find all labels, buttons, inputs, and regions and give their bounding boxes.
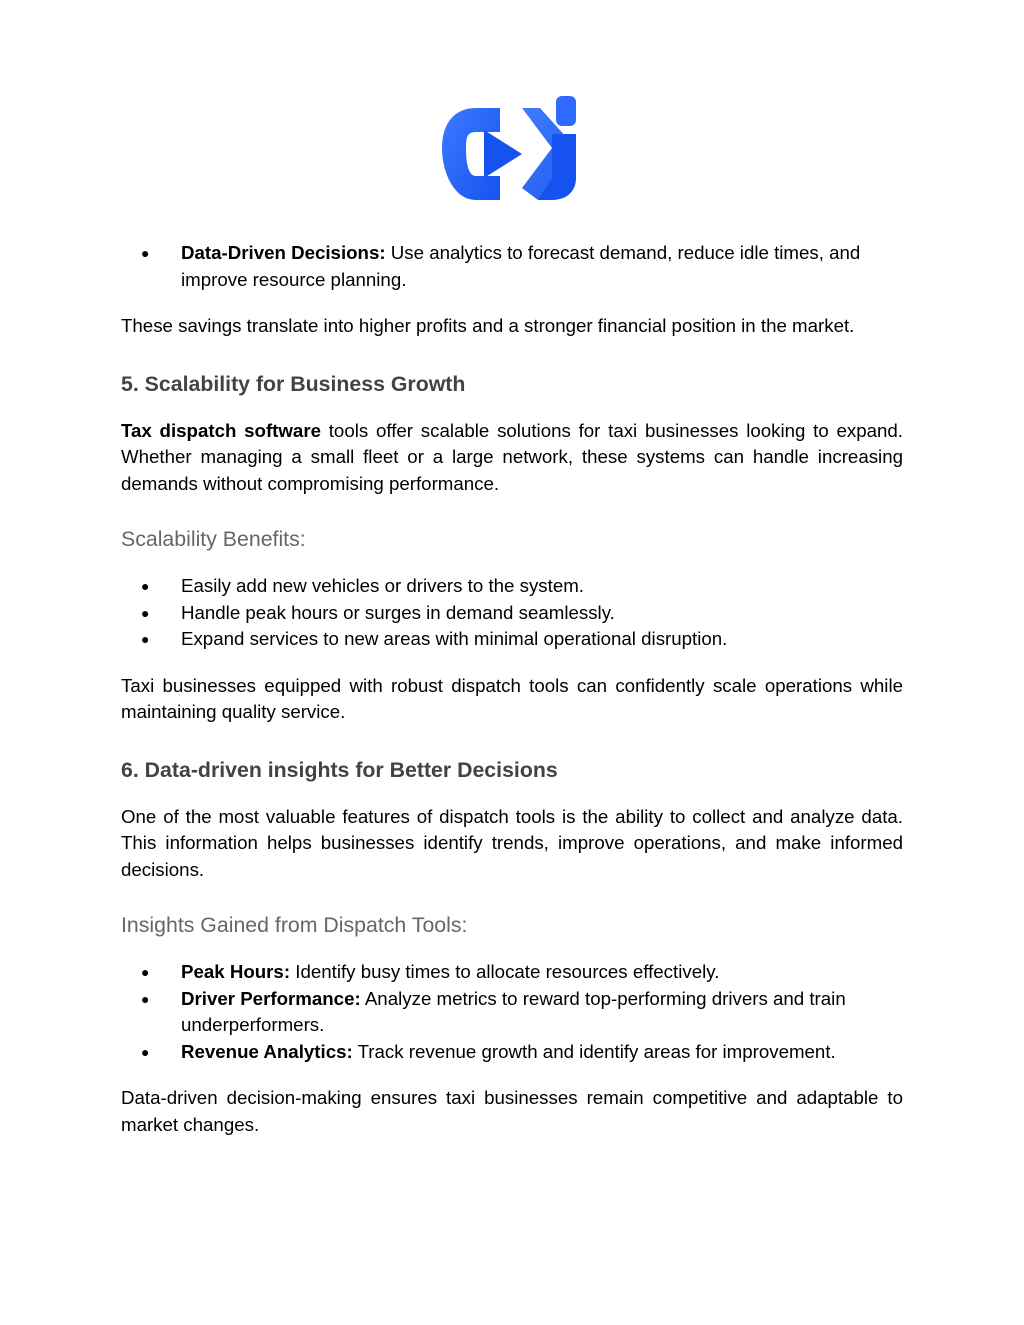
bullet-icon: ● [141,990,150,1007]
list-item [121,1039,903,1066]
list-item-text: Easily add new vehicles or drivers to the system. [181,575,584,596]
bullet-list [121,959,903,1065]
subheading: Scalability Benefits: [121,527,306,551]
paragraph: One of the most valuable features of dispatch tools is the ability to collect and analyze data. This information helps businesses identify trends, improve operations, and make informed decisions. [121,805,903,880]
bullet-icon: ● [141,964,150,980]
bullet-list [121,573,903,653]
list-item-term: Driver Performance: [181,987,361,1009]
list-item-text: Expand services to new areas with minimal operational disruption. [181,628,728,649]
section-heading: 6. Data-driven insights for Better Decisions [121,757,558,782]
bold-phrase: Tax dispatch software [121,419,321,441]
paragraph: These savings translate into higher profits and a stronger financial position in the market. [121,315,855,336]
paragraph [121,418,903,498]
bullet-icon: ● [141,1043,150,1060]
bullet-icon: ● [141,245,150,261]
section-heading: 5. Scalability for Business Growth [121,371,466,396]
list-item-term: Data-Driven Decisions: [181,242,386,263]
list-item [121,986,903,1039]
document-body [121,240,903,1138]
list-item-text: Use analytics to forecast demand, reduce idle times, and improve resource planning. [181,242,861,290]
list-item-text: Handle peak hours or surges in demand seamlessly. [181,601,615,623]
list-item [121,959,903,986]
list-item-text: Identify busy times to allocate resources effectively. [290,961,720,982]
paragraph-text: tools offer scalable solutions for taxi businesses looking to expand. Whether managing a small fleet or a large network, these systems can handle increasing demands without compromising performance. [121,419,903,494]
paragraph: Taxi businesses equipped with robust dispatch tools can confidently scale operations while maintaining quality service. [121,674,903,722]
subheading: Insights Gained from Dispatch Tools: [121,913,468,937]
list-item [121,240,903,293]
top-bullet-list [121,240,903,293]
list-item-text: Analyze metrics to reward top-performing drivers and train underperformers. [181,987,846,1035]
list-item [121,600,903,627]
paragraph: Data-driven decision-making ensures taxi businesses remain competitive and adaptable to market changes. [121,1087,903,1135]
bullet-icon: ● [141,578,150,594]
list-item-term: Peak Hours: [181,961,291,982]
bullet-icon: ● [141,604,150,621]
list-item-text: Track revenue growth and identify areas for improvement. [352,1040,836,1062]
list-item [121,626,903,653]
list-item-term: Revenue Analytics: [181,1040,353,1062]
list-item [121,573,903,600]
bullet-icon: ● [141,631,150,647]
brand-logo-icon [440,94,582,202]
